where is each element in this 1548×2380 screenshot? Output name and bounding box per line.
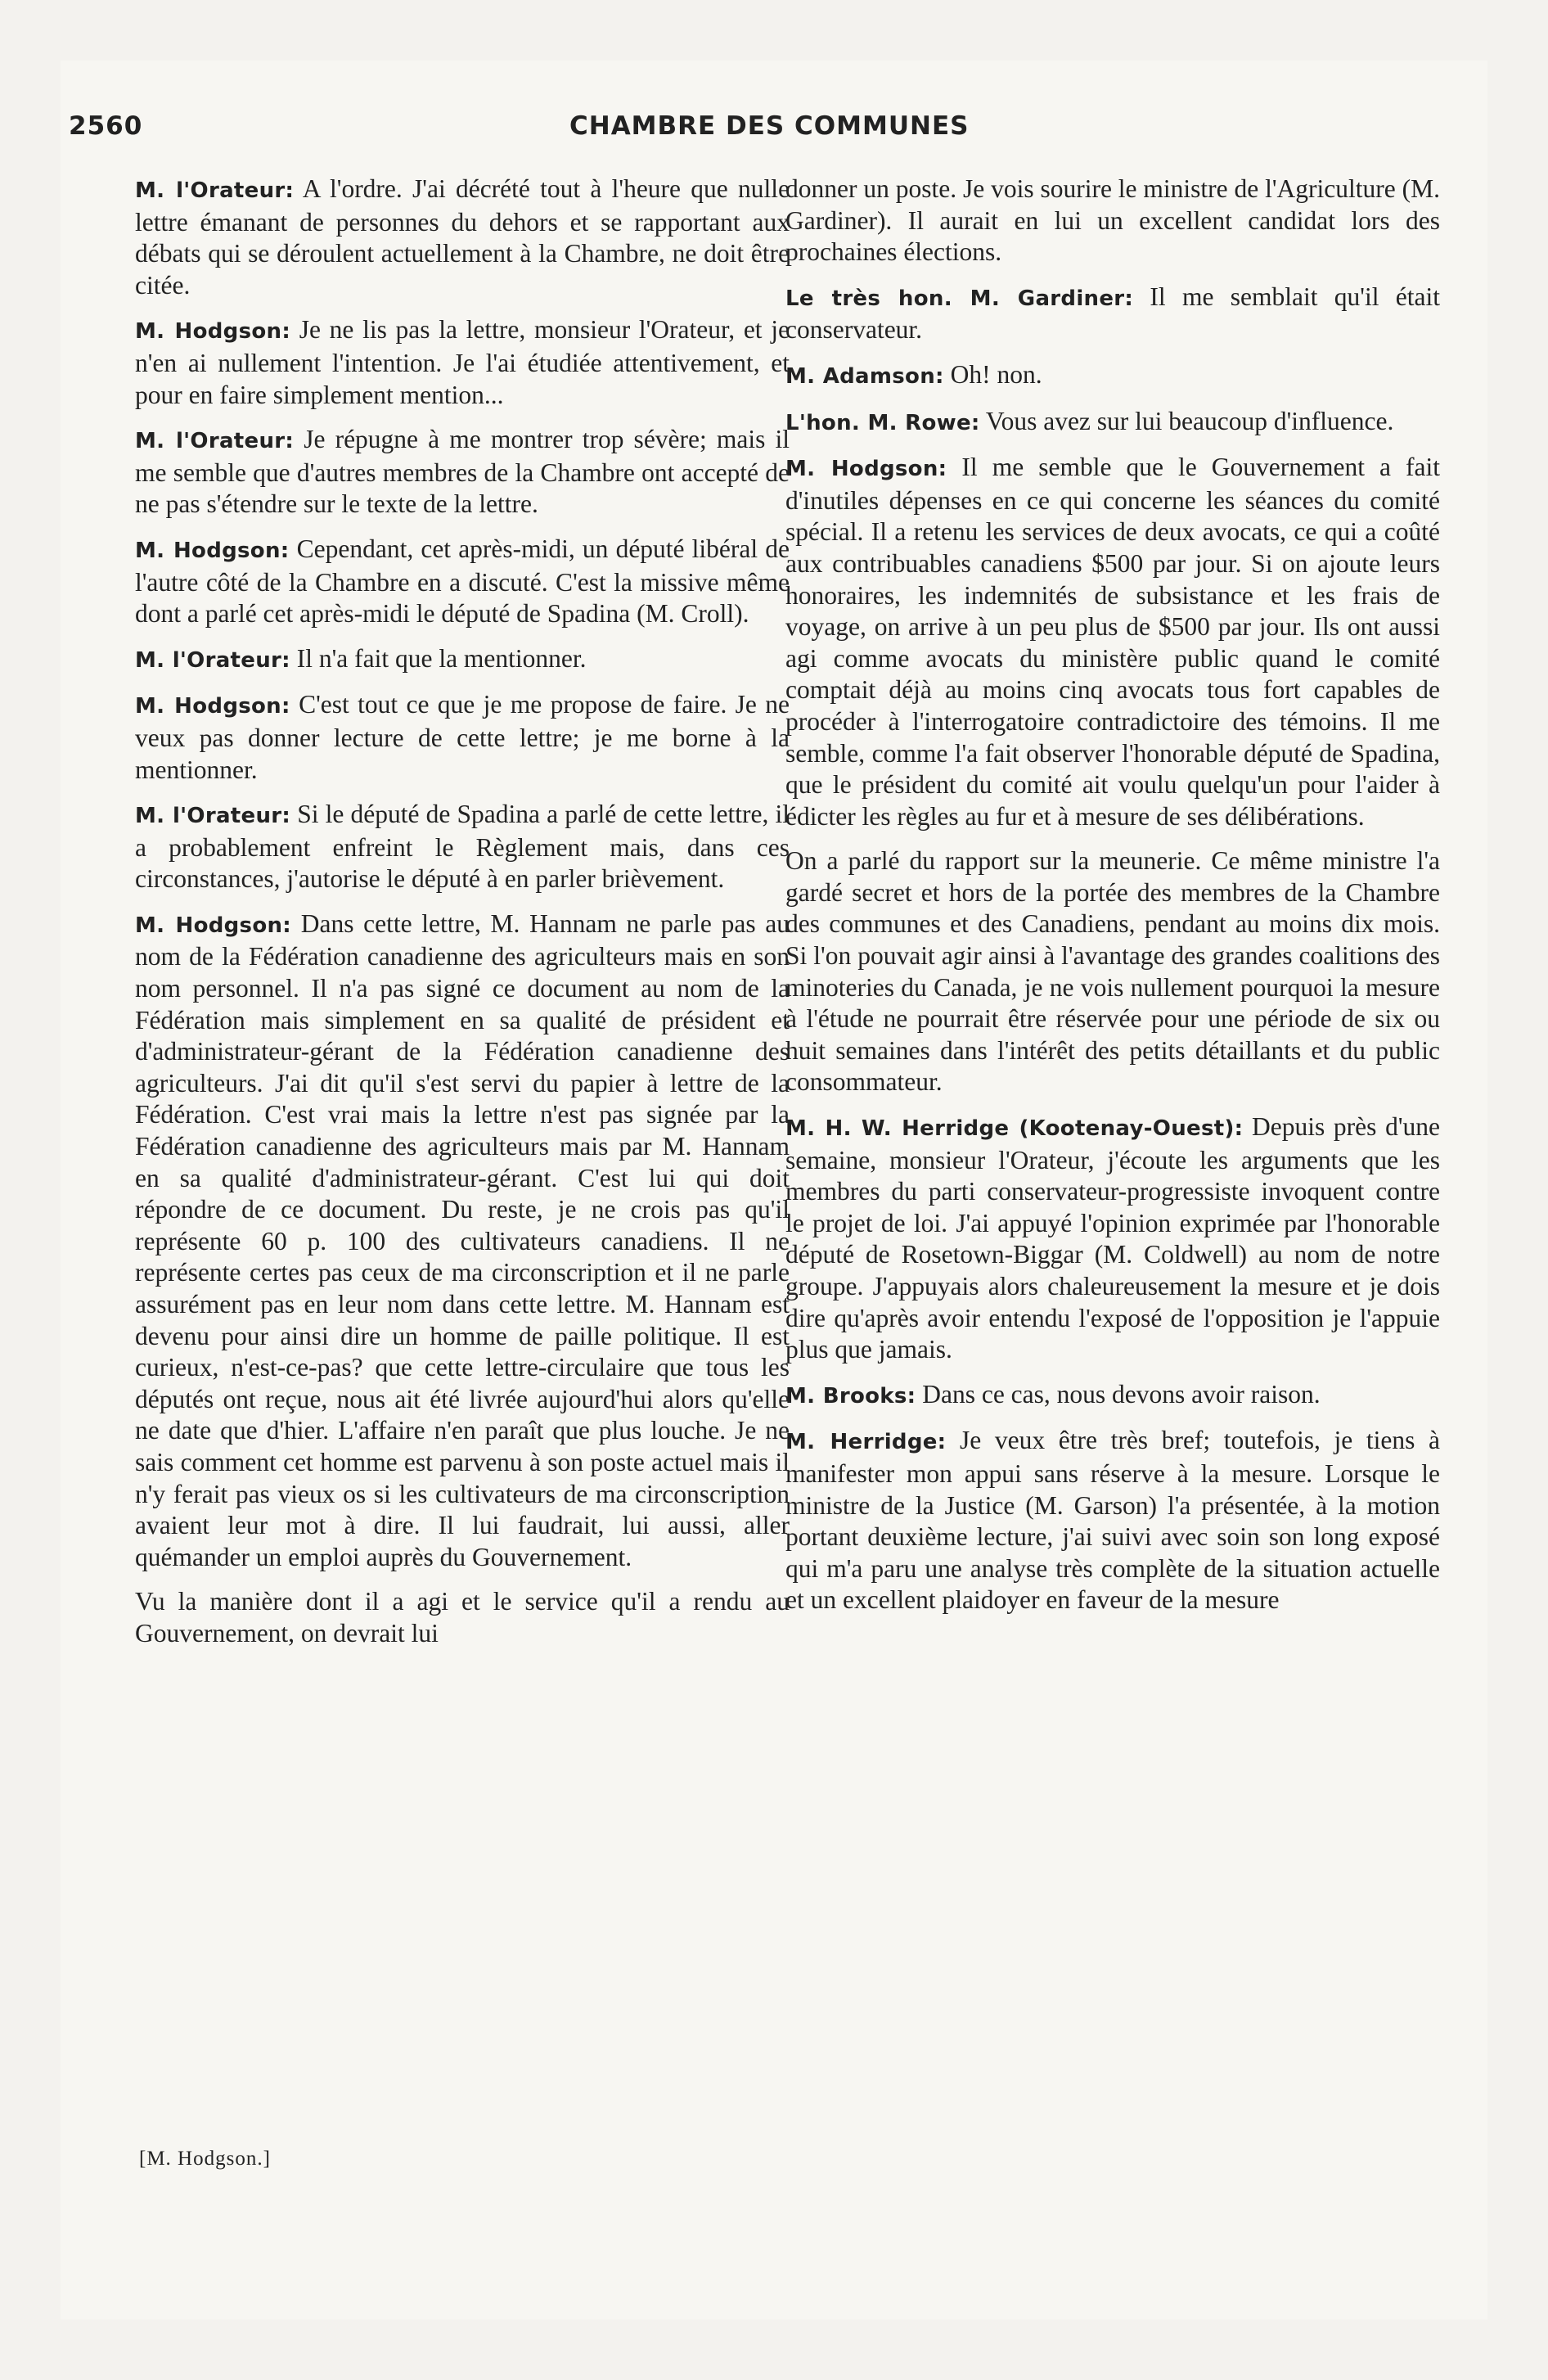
speaker-name: M. Hodgson:: [135, 538, 290, 563]
running-title: CHAMBRE DES COMMUNES: [569, 111, 970, 141]
speaker-name: M. l'Orateur:: [135, 429, 295, 454]
paragraph-text: Vu la manière dont il a agi et le service qu'il a rendu au Gouvernement, on devrait lui: [135, 1587, 790, 1648]
speaker-name: M. Brooks:: [785, 1383, 916, 1409]
paragraph-text: Depuis près d'une semaine, monsieur l'Orateur, j'écoute les arguments que les membres du parti conservateur-progressiste invoquent contre le projet de loi. J'ai appuyé l'opinion exprimée par l'honorable député de Rosetown-Biggar (M. Coldwell) au nom de notre groupe. J'appuyais alors chaleureusement la mesure et je dois dire qu'après avoir entendu l'exposé de l'opposition je l'appuie plus que jamais.: [785, 1112, 1440, 1364]
paragraph-text: On a parlé du rapport sur la meunerie. Ce même ministre l'a gardé secret et hors de la portée des membres de la Chambre des communes et des Canadiens, pendant au moins dix mois. Si l'on pouvait agir ainsi à l'avantage des grandes coalitions des minoteries du Canada, je ne vois nullement pourquoi la mesure à l'étude ne pourrait être réservée pour une période de six ou huit semaines dans l'intérêt des petits détaillants et du public consommateur.: [785, 846, 1440, 1097]
paragraph: [785, 406, 1440, 439]
paragraph: [785, 359, 1440, 393]
speaker-name: M. Adamson:: [785, 363, 944, 389]
paragraph-text: donner un poste. Je vois sourire le ministre de l'Agriculture (M. Gardiner). Il aurait en lui un excellent candidat lors des prochaines élections.: [785, 174, 1441, 267]
paragraph: [785, 1111, 1440, 1366]
paragraph-text: Vous avez sur lui beaucoup d'influence.: [985, 406, 1394, 435]
right-column: [785, 174, 1440, 1629]
paragraph: [785, 1425, 1440, 1616]
paragraph-text: Oh! non.: [950, 359, 1042, 389]
paragraph-text: Cependant, cet après-midi, un député libéral de l'autre côté de la Chambre en a discuté. C'est la missive même dont a parlé cet après-midi le député de Spadina (M. Croll).: [135, 534, 790, 629]
paragraph-text: Je ne lis pas la lettre, monsieur l'Orateur, et je n'en ai nullement l'intention. Je l'ai étudiée attentivement, et pour en faire simplement mention...: [135, 315, 790, 409]
paragraph-text: Il n'a fait que la mentionner.: [296, 643, 587, 673]
paragraph: [135, 1586, 790, 1649]
paragraph-text: C'est tout ce que je me propose de faire. Je ne veux pas donner lecture de cette lettre; je me borne à la mentionner.: [135, 690, 790, 784]
paragraph-text: Il me semblait qu'il était conservateur.: [785, 282, 1440, 345]
speaker-name: M. Herridge:: [785, 1430, 947, 1455]
speaker-name: L'hon. M. Rowe:: [785, 410, 980, 435]
paragraph: [135, 424, 790, 521]
paragraph-text: Il me semble que le Gouvernement a fait d'inutiles dépenses en ce qui concerne les séances du comité spécial. Il a retenu les services de deux avocats, ce qui a coûté aux contribuables canadiens $500 par jour. Si on ajoute leurs honoraires, les indemnités de subsistance et les frais de voyage, on arrive à un peu plus de $500 par jour. Ils ont aussi agi comme avocats du ministère public quand le comité comptait déjà au moins cinq avocats tous fort capables de procéder à l'interrogatoire contradictoire des témoins. Il me semble, comme l'a fait observer l'honorable député de Spadina, que le président du comité ait voulu quelqu'un pour l'aider à édicter les règles au fur et à mesure de ses délibérations.: [785, 453, 1440, 831]
paragraph: [135, 534, 790, 630]
paragraph: [785, 1379, 1440, 1413]
paragraph: [135, 643, 790, 677]
paragraph-text: Dans cette lettre, M. Hannam ne parle pas au nom de la Fédération canadienne des agriculteurs mais en son nom personnel. Il n'a pas signé ce document au nom de la Fédération mais simplement en sa qualité de président et d'administrateur-gérant de la Fédération canadienne des agriculteurs. J'ai dit qu'il s'est servi du papier à lettre de la Fédération. C'est vrai mais la lettre n'est pas signée par la Fédération canadienne des agriculteurs mais par M. Hannam en sa qualité d'administrateur-gérant. C'est lui qui doit répondre de ce document. Du reste, je ne crois pas qu'il représente 60 p. 100 des cultivateurs canadiens. Il ne représente certes pas ceux de ma circonscription et il ne parle assurément pas en leur nom dans cette lettre. M. Hannam est devenu pour ainsi dire un homme de paille politique. Il est curieux, n'est-ce-pas? que cette lettre-circulaire que tous les députés ont reçue, nous ait été livrée aujourd'hui alors qu'elle ne date que d'hier. L'affaire n'en paraît que plus louche. Je ne sais comment cet homme est parvenu à son poste actuel mais il n'y ferait pas vieux os si les cultivateurs de ma circonscription avaient leur mot à dire. Il lui faudrait, lui aussi, aller quémander un emploi auprès du Gouvernement.: [135, 908, 790, 1571]
left-column: [135, 174, 790, 1663]
paragraph-text: Je veux être très bref; toutefois, je tiens à manifester mon appui sans réserve à la mesure. Lorsque le ministre de la Justice (M. Garson) l'a présentée, à la motion portant deuxième lecture, j'ai suivi avec soin son long exposé qui m'a paru une analyse très complète de la situation actuelle et un excellent plaidoyer en faveur de la mesure: [785, 1426, 1441, 1615]
paragraph: [785, 845, 1440, 1098]
speaker-name: M. l'Orateur:: [135, 178, 295, 203]
speaker-name: M. H. W. Herridge (Kootenay-Ouest):: [785, 1116, 1244, 1142]
speaker-name: M. Hodgson:: [135, 913, 292, 938]
paragraph: [785, 174, 1440, 268]
speaker-footnote: [M. Hodgson.]: [139, 2148, 271, 2170]
paragraph: [785, 282, 1440, 346]
paragraph: [135, 314, 790, 411]
paragraph-text: Je répugne à me montrer trop sévère; mais il me semble que d'autres membres de la Chambre ont accepté de ne pas s'étendre sur le texte de la lettre.: [135, 425, 790, 519]
paragraph: [135, 799, 790, 895]
paragraph-text: Si le député de Spadina a parlé de cette lettre, il a probablement enfreint le Règlement mais, dans ces circonstances, j'autorise le député à en parler brièvement.: [135, 800, 790, 894]
paragraph: [135, 689, 790, 786]
paragraph-text: A l'ordre. J'ai décrété tout à l'heure que nulle lettre émanant de personnes du dehors et se rapportant aux débats qui se déroulent actuellement à la Chambre, ne doit être citée.: [135, 174, 790, 300]
speaker-name: M. l'Orateur:: [135, 804, 291, 829]
paragraph-text: Dans ce cas, nous devons avoir raison.: [922, 1379, 1321, 1409]
page-number: 2560: [69, 111, 143, 141]
speaker-name: Le très hon. M. Gardiner:: [785, 286, 1134, 311]
speaker-name: M. Hodgson:: [135, 319, 291, 345]
speaker-name: M. Hodgson:: [135, 694, 290, 719]
paragraph: [785, 452, 1440, 832]
paragraph: [135, 174, 790, 301]
speaker-name: M. l'Orateur:: [135, 647, 290, 673]
paragraph: [135, 908, 790, 1573]
speaker-name: M. Hodgson:: [785, 457, 947, 482]
